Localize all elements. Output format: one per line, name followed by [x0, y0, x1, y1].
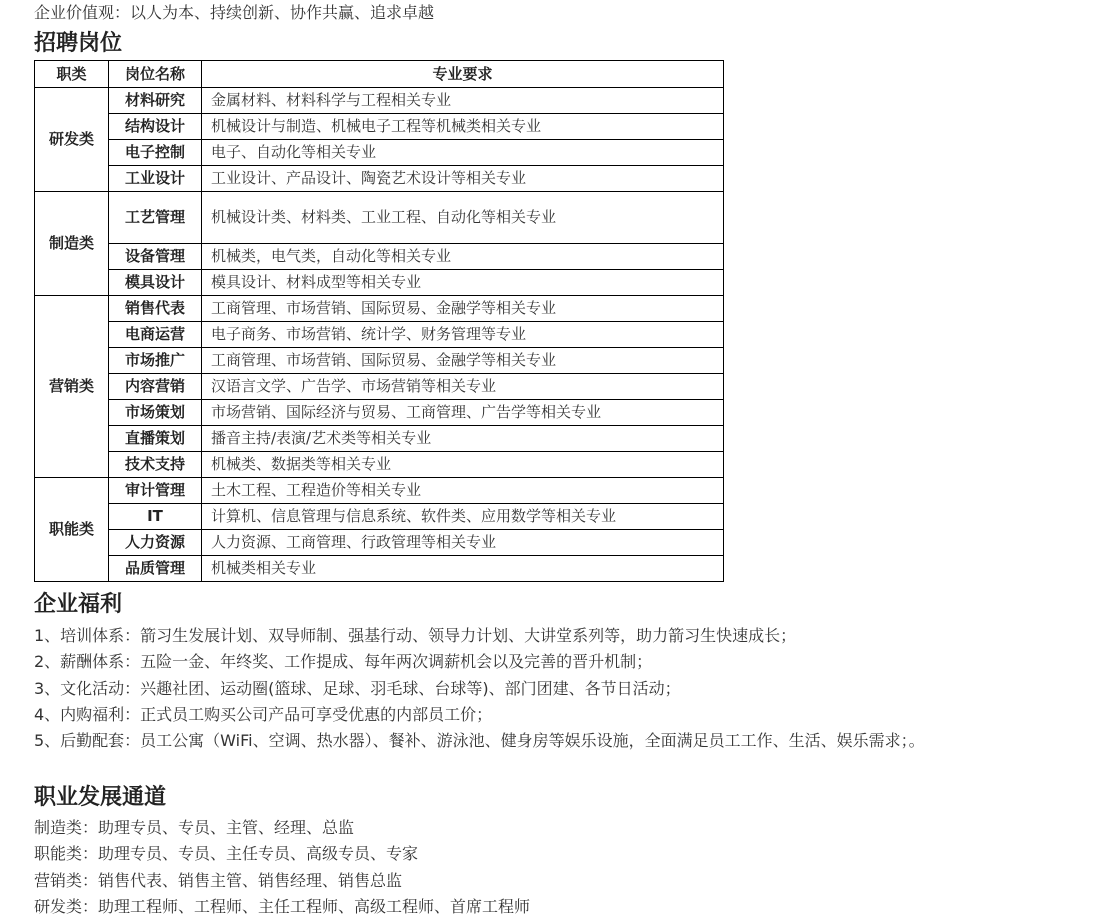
position-cell: 模具设计: [109, 270, 202, 296]
requirement-cell: 市场营销、国际经济与贸易、工商管理、广告学等相关专业: [202, 400, 724, 426]
table-row: [35, 244, 724, 270]
position-cell: 结构设计: [109, 114, 202, 140]
table-row: [35, 88, 724, 114]
table-header-row: [35, 61, 724, 88]
position-cell: 市场推广: [109, 348, 202, 374]
position-cell: 直播策划: [109, 426, 202, 452]
header-category: 职类: [35, 61, 109, 88]
requirement-cell: 计算机、信息管理与信息系统、软件类、应用数学等相关专业: [202, 504, 724, 530]
requirement-cell: 机械类、数据类等相关专业: [202, 452, 724, 478]
career-path-list: [34, 815, 530, 920]
position-cell: 品质管理: [109, 556, 202, 582]
company-values-line: 企业价值观：以人为本、持续创新、协作共赢、追求卓越: [34, 3, 435, 22]
table-row: [35, 400, 724, 426]
requirement-cell: 电子、自动化等相关专业: [202, 140, 724, 166]
requirement-cell: 工业设计、产品设计、陶瓷艺术设计等相关专业: [202, 166, 724, 192]
table-row: [35, 556, 724, 582]
requirement-cell: 工商管理、市场营销、国际贸易、金融学等相关专业: [202, 296, 724, 322]
list-item: 职能类：助理专员、专员、主任专员、高级专员、专家: [34, 844, 419, 864]
category-cell: 制造类: [35, 192, 109, 296]
requirement-cell: 机械类，电气类，自动化等相关专业: [202, 244, 724, 270]
position-cell: 工艺管理: [109, 192, 202, 244]
list-item: 5、后勤配套：员工公寓（WiFi、空调、热水器）、餐补、游泳池、健身房等娱乐设施，全面满足员工工作、生活、娱乐需求；。: [34, 731, 925, 751]
position-cell: 内容营销: [109, 374, 202, 400]
table-row: [35, 114, 724, 140]
position-cell: 审计管理: [109, 478, 202, 504]
table-row: [35, 348, 724, 374]
benefits-list: [34, 623, 925, 754]
table-row: [35, 504, 724, 530]
requirement-cell: 机械设计类、材料类、工业工程、自动化等相关专业: [202, 192, 724, 244]
list-item: 3、文化活动：兴趣社团、运动圈(篮球、足球、羽毛球、台球等)、部门团建、各节日活动；: [34, 678, 681, 698]
table-row: [35, 374, 724, 400]
position-cell: 技术支持: [109, 452, 202, 478]
requirement-cell: 机械类相关专业: [202, 556, 724, 582]
position-cell: 电商运营: [109, 322, 202, 348]
recruitment-positions-title: 招聘岗位: [34, 31, 123, 56]
list-item: 2、薪酬体系：五险一金、年终奖、工作提成、每年两次调薪机会以及完善的晋升机制；: [34, 652, 653, 672]
position-cell: 市场策划: [109, 400, 202, 426]
requirement-cell: 模具设计、材料成型等相关专业: [202, 270, 724, 296]
table-row: [35, 270, 724, 296]
position-cell: 工业设计: [109, 166, 202, 192]
header-position: 岗位名称: [109, 61, 202, 88]
table-row: [35, 166, 724, 192]
position-cell: IT: [109, 504, 202, 530]
requirement-cell: 汉语言文学、广告学、市场营销等相关专业: [202, 374, 724, 400]
career-path-title: 职业发展通道: [34, 785, 167, 810]
table-row: [35, 140, 724, 166]
positions-table: [34, 60, 724, 582]
list-item: 1、培训体系：箭习生发展计划、双导师制、强基行动、领导力计划、大讲堂系列等，助力箭习生快速成长；: [34, 626, 797, 645]
table-row: [35, 192, 724, 244]
list-item: 制造类：助理专员、专员、主管、经理、总监: [34, 818, 355, 837]
requirement-cell: 金属材料、材料科学与工程相关专业: [202, 88, 724, 114]
table-row: [35, 452, 724, 478]
requirement-cell: 人力资源、工商管理、行政管理等相关专业: [202, 530, 724, 556]
position-cell: 材料研究: [109, 88, 202, 114]
category-cell: 研发类: [35, 88, 109, 192]
requirement-cell: 工商管理、市场营销、国际贸易、金融学等相关专业: [202, 348, 724, 374]
table-row: [35, 322, 724, 348]
category-cell: 职能类: [35, 478, 109, 582]
requirement-cell: 电子商务、市场营销、统计学、财务管理等专业: [202, 322, 724, 348]
table-row: [35, 478, 724, 504]
position-cell: 销售代表: [109, 296, 202, 322]
table-row: [35, 426, 724, 452]
requirement-cell: 机械设计与制造、机械电子工程等机械类相关专业: [202, 114, 724, 140]
table-row: [35, 296, 724, 322]
requirement-cell: 播音主持/表演/艺术类等相关专业: [202, 426, 724, 452]
position-cell: 设备管理: [109, 244, 202, 270]
table-row: [35, 530, 724, 556]
list-item: 营销类：销售代表、销售主管、销售经理、销售总监: [34, 870, 403, 890]
requirement-cell: 土木工程、工程造价等相关专业: [202, 478, 724, 504]
position-cell: 电子控制: [109, 140, 202, 166]
category-cell: 营销类: [35, 296, 109, 478]
header-requirement: 专业要求: [202, 61, 724, 88]
list-item: 研发类：助理工程师、工程师、主任工程师、高级工程师、首席工程师: [34, 896, 531, 916]
list-item: 4、内购福利：正式员工购买公司产品可享受优惠的内部员工价；: [34, 704, 493, 724]
position-cell: 人力资源: [109, 530, 202, 556]
benefits-title: 企业福利: [34, 592, 123, 617]
